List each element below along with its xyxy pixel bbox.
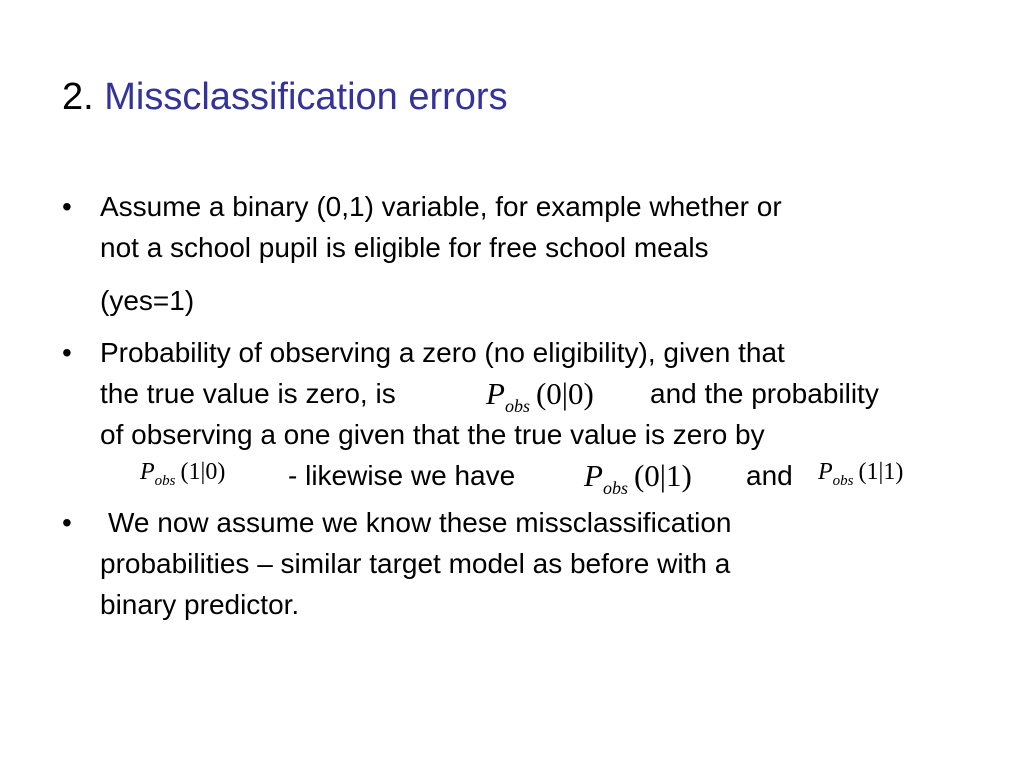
bullet-marker-2: • [62,337,72,368]
formula-symbol: P [818,459,833,485]
bullet-3-line-2: probabilities – similar target model as before with a [100,548,731,579]
formula-symbol: P [584,458,603,493]
bullet-2-line-1: Probability of observing a zero (no eligibility), given that [100,337,785,368]
formula-argument: (1|1) [858,459,904,485]
formula-p-obs-0-given-1 [584,458,692,498]
bullet-1-line-3: (yes=1) [100,285,195,316]
formula-p-obs-1-given-0 [140,459,226,489]
formula-argument: (0|1) [633,458,692,493]
bullet-1-line-1: Assume a binary (0,1) variable, for example whether or [100,191,782,222]
bullet-marker-1: • [62,191,72,222]
formula-subscript: obs [602,478,628,498]
bullet-marker-3: • [62,507,72,538]
bullet-2-line-4-and: and [746,460,793,491]
bullet-3-line-1: We now assume we know these missclassification [108,507,732,538]
formula-subscript: obs [832,473,854,489]
title-number: 2. [62,76,94,118]
formula-argument: (0|0) [535,376,594,411]
bullet-1-line-2: not a school pupil is eligible for free school meals [100,232,709,263]
bullet-2-line-2-pre: the true value is zero, is [100,378,396,409]
bullet-3-line-3: binary predictor. [100,589,300,620]
slide-title [62,72,508,122]
formula-subscript: obs [504,396,530,416]
formula-symbol: P [486,376,505,411]
formula-p-obs-0-given-0 [486,376,594,416]
title-text: Missclassification errors [104,76,508,118]
bullet-2-line-3: of observing a one given that the true value is zero by [100,419,765,450]
formula-subscript: obs [154,473,176,489]
formula-argument: (1|0) [180,459,226,485]
formula-symbol: P [140,459,155,485]
bullet-2-line-4-mid: - likewise we have [288,460,516,491]
formula-p-obs-1-given-1 [818,459,904,489]
bullet-2-line-2-post: and the probability [650,378,879,409]
